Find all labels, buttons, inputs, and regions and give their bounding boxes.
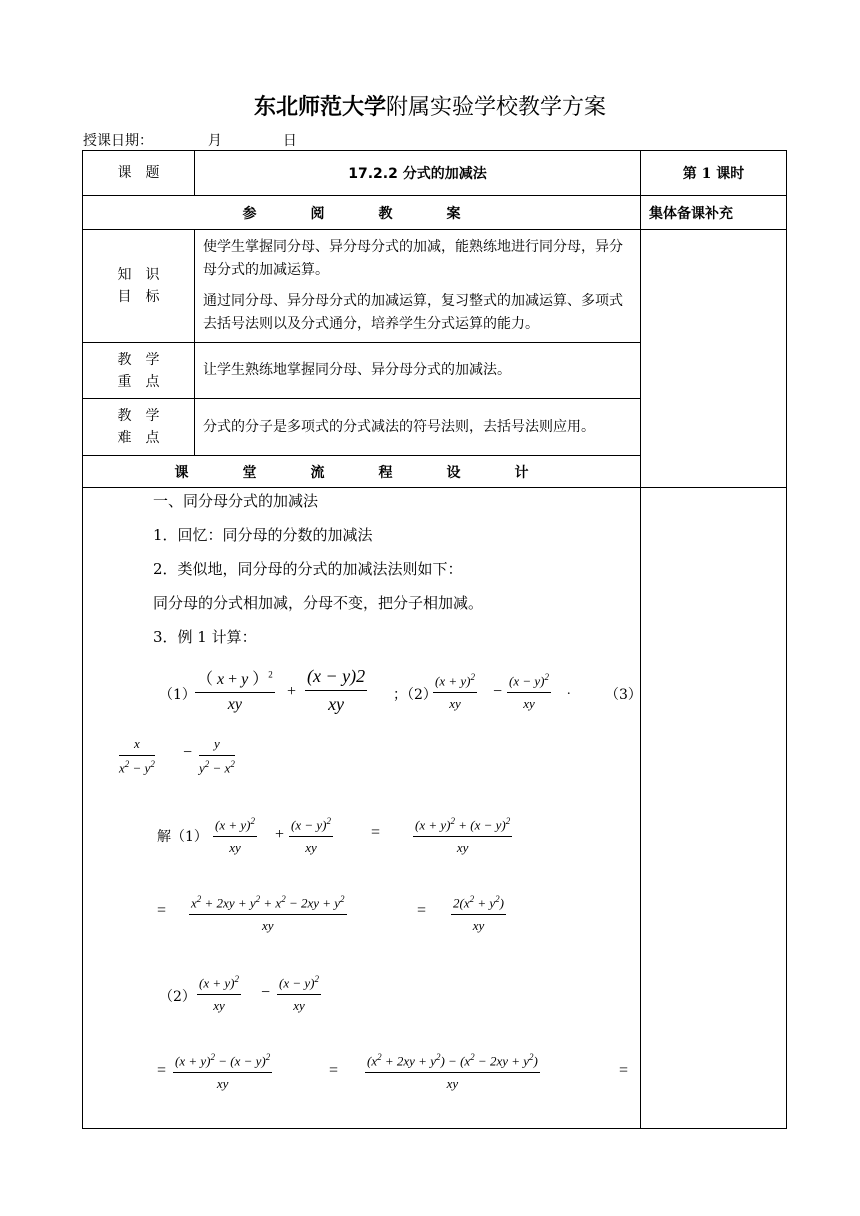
section-heading: 一、同分母分式的加减法 (153, 492, 319, 510)
ex2-frac-a: $\frac{(x + y)^2}{xy}$ (435, 672, 475, 712)
key-point-text: 让学生熟练地掌握同分母、异分母分式的加减法。 (195, 343, 641, 399)
difficult-point-text: 分式的分子是多项式的分式减法的符号法则，去括号法则应用。 (195, 399, 641, 456)
step-1: 1．回忆：同分母的分数的加减法 (153, 526, 373, 544)
lesson-date-line (83, 130, 297, 150)
rule-text: 同分母的分式相加减，分母不变，把分子相加减。 (153, 594, 484, 612)
date-label: 授课日期： (83, 133, 153, 149)
equals-4: = (157, 1062, 167, 1079)
plus-sign: + (287, 683, 297, 700)
label-3: （3） (605, 687, 642, 703)
equals-6: = (619, 1062, 629, 1079)
topic-title: 17.2.2 分式的加减法 (195, 151, 641, 196)
equals-1: = (371, 824, 381, 841)
class-flow-header: 课 堂 流 程 设 计 (83, 456, 641, 488)
sol2-frac-b: $\frac{(x - y)^2}{xy}$ (279, 974, 319, 1014)
minus-sign-3: − (183, 744, 193, 761)
date-day: 日 (282, 133, 297, 149)
collective-prep-header: 集体备课补充 (641, 196, 787, 230)
lesson-plan-table (82, 150, 787, 1129)
collective-prep-body-cell[interactable] (641, 488, 787, 1129)
ex1-frac-a: $\frac{( x + y )^2}{xy}$ (195, 666, 275, 714)
class-flow-content (83, 488, 641, 1129)
sol1-frac-c: $\frac{(x + y)^2 + (x - y)^2}{xy}$ (415, 816, 511, 856)
sol1-frac-a: $\frac{(x + y)^2}{xy}$ (215, 816, 255, 856)
solution-2-label: （2） (159, 989, 196, 1005)
step-3: 3．例 1 计算： (153, 628, 257, 646)
sol1-frac-e: $\frac{2(x^2 + y^2)}{xy}$ (453, 894, 504, 934)
topic-label: 课 题 (83, 151, 195, 196)
ex1-frac-b: $\frac{(x - y)2}{xy}$ (307, 666, 366, 714)
sol1-frac-b: $\frac{(x - y)^2}{xy}$ (291, 816, 331, 856)
reference-plan-header: 参 阅 教 案 (83, 196, 641, 230)
solution-1-label: 解（1） (157, 829, 208, 845)
ex2-frac-b: $\frac{(x - y)^2}{xy}$ (509, 672, 549, 712)
minus-sign-s2: − (261, 984, 271, 1001)
sol2-frac-a: $\frac{(x + y)^2}{xy}$ (199, 974, 239, 1014)
knowledge-goal-1: 使学生掌握同分母、异分母分式的加减，能熟练地进行同分母，异分母分式的加减运算。 (203, 239, 623, 278)
plus-sign-s1: + (275, 826, 285, 843)
lesson-period: 第 1 课时 (641, 151, 787, 196)
knowledge-goal-text (195, 230, 641, 343)
knowledge-goal-2: 通过同分母、异分母分式的加减运算，复习整式的加减运算、多项式去括号法则以及分式通分，培养学生分式运算的能力。 (203, 293, 623, 332)
period-dot: . (567, 683, 571, 698)
title-school: 东北师范大学 (253, 95, 386, 120)
label-1: （1） (159, 687, 196, 703)
equals-2: = (157, 902, 167, 919)
ex3-frac-b: $\frac{y}{y^2 - x^2}$ (199, 736, 235, 776)
date-month: 月 (207, 133, 222, 149)
key-point-label: 教 学 重 点 (83, 343, 195, 399)
label-2: ；（2） (393, 687, 437, 703)
minus-sign: − (493, 683, 503, 700)
difficult-point-label: 教 学 难 点 (83, 399, 195, 456)
sol1-frac-d: $\frac{x^2 + 2xy + y^2 + x^2 - 2xy + y^2}{xy}$ (191, 894, 345, 934)
sol2-frac-c: $\frac{(x + y)^2 - (x - y)^2}{xy}$ (175, 1052, 271, 1092)
title-rest: 附属实验学校教学方案 (386, 95, 607, 120)
equals-3: = (417, 902, 427, 919)
knowledge-goal-label: 知 识 目 标 (83, 230, 195, 343)
ex3-frac-a: $\frac{x}{x^2 - y^2}$ (119, 736, 155, 776)
equals-5: = (329, 1062, 339, 1079)
step-2: 2．类似地，同分母的分式的加减法法则如下： (153, 560, 463, 578)
collective-prep-cell[interactable] (641, 230, 787, 488)
sol2-frac-d: $\frac{(x^2 + 2xy + y^2) - (x^2 - 2xy + y^2)}{xy}$ (367, 1052, 538, 1092)
document-title (0, 90, 860, 121)
